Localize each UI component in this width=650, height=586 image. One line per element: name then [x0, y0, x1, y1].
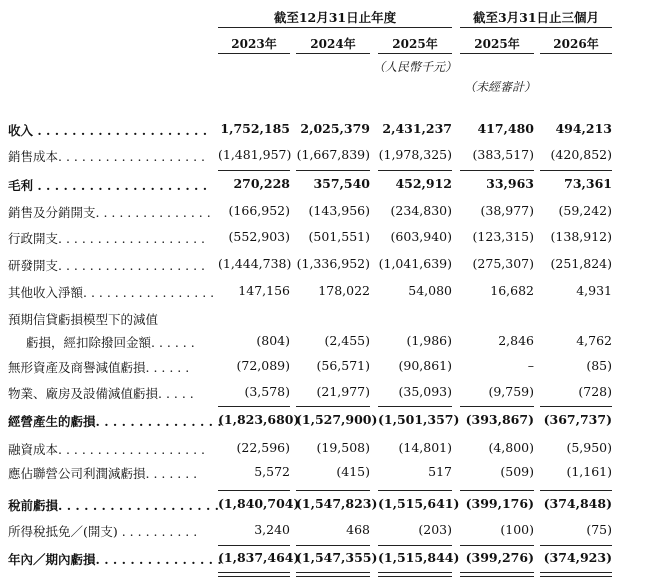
value-q1-2025: 16,682: [490, 283, 534, 298]
row-label: 虧損，經扣除撥回金額. . . . . .: [26, 335, 195, 350]
total-double-line: [460, 572, 534, 577]
header-quarter-2025: 2025年: [474, 37, 520, 51]
value-q1-2025: (4,800): [488, 440, 534, 455]
table-row: [0, 550, 650, 572]
value-2024: (21,977): [316, 384, 370, 399]
value-2023: (22,596): [236, 440, 290, 455]
header-quarter-2026: 2026年: [553, 37, 599, 51]
table-row: [0, 176, 650, 198]
subtotal-line: [378, 406, 452, 407]
row-label: 年內／期內虧損. . . . . . . . . . . . . . .: [8, 552, 222, 567]
total-double-line: [378, 572, 452, 577]
subtotal-line: [460, 490, 534, 491]
value-2024: (2,455): [324, 333, 370, 348]
row-label: 研發開支. . . . . . . . . . . . . . . . . . .: [8, 258, 206, 273]
value-q1-2026: (5,950): [566, 440, 612, 455]
value-2024: (1,336,952): [296, 256, 370, 271]
subtotal-line: [296, 490, 370, 491]
table-row: [0, 333, 650, 355]
value-2023: 270,228: [233, 176, 290, 191]
value-2023: (1,481,957): [218, 147, 292, 162]
value-q1-2026: (728): [578, 384, 612, 399]
header-group-annual-underline: [218, 27, 452, 28]
table-row: [0, 522, 650, 544]
row-label: 銷售成本. . . . . . . . . . . . . . . . . . .: [8, 149, 206, 164]
header-underline: [378, 53, 452, 54]
value-2025: (1,515,844): [378, 550, 460, 565]
header-underline: [218, 53, 290, 54]
table-row: [0, 203, 650, 225]
total-double-line: [218, 572, 290, 577]
value-q1-2026: (420,852): [550, 147, 612, 162]
value-q1-2025: (399,276): [465, 550, 534, 565]
header-year-2023: 2023年: [231, 37, 277, 51]
total-double-line: [296, 572, 370, 577]
table-row: [0, 121, 650, 143]
value-2025: (1,501,357): [378, 412, 460, 427]
value-2025: (1,515,641): [378, 496, 460, 511]
value-2025: 2,431,237: [382, 121, 452, 136]
row-label: 其他收入淨額. . . . . . . . . . . . . . . . .: [8, 285, 215, 300]
value-q1-2026: (138,912): [550, 229, 612, 244]
value-2023: 3,240: [254, 522, 290, 537]
row-label: 收入 . . . . . . . . . . . . . . . . . . . .: [8, 123, 208, 138]
unaudited-note: （未經審計）: [463, 80, 536, 94]
table-row: [0, 147, 650, 169]
subtotal-line: [540, 170, 612, 171]
row-label: 銷售及分銷開支. . . . . . . . . . . . . . .: [8, 205, 211, 220]
row-label: 毛利 . . . . . . . . . . . . . . . . . . . .: [8, 178, 208, 193]
subtotal-line: [378, 545, 452, 546]
table-row: [0, 496, 650, 518]
value-2025: (14,801): [398, 440, 452, 455]
value-2025: (603,940): [390, 229, 452, 244]
value-q1-2025: (100): [500, 522, 534, 537]
value-2025: (1,986): [406, 333, 452, 348]
value-2024: (415): [336, 464, 370, 479]
value-2024: (1,667,839): [296, 147, 370, 162]
value-2024: 178,022: [318, 283, 370, 298]
value-q1-2025: 2,846: [498, 333, 534, 348]
value-q1-2025: (509): [500, 464, 534, 479]
subtotal-line: [460, 545, 534, 546]
value-2024: 468: [346, 522, 370, 537]
row-label: 行政開支. . . . . . . . . . . . . . . . . . .: [8, 231, 206, 246]
row-label: 物業、廠房及設備減值虧損. . . . .: [8, 386, 194, 401]
value-2025: 517: [428, 464, 452, 479]
value-2023: 147,156: [238, 283, 290, 298]
value-2023: (1,444,738): [218, 256, 292, 271]
value-q1-2026: (251,824): [550, 256, 612, 271]
value-2023: (72,089): [236, 358, 290, 373]
value-q1-2026: (374,848): [543, 496, 612, 511]
value-2024: (1,547,355): [296, 550, 378, 565]
subtotal-line: [218, 490, 290, 491]
table-row: [0, 256, 650, 278]
value-2025: (234,830): [390, 203, 452, 218]
value-2023: 1,752,185: [220, 121, 290, 136]
value-2025: (1,041,639): [378, 256, 452, 271]
subtotal-line: [218, 545, 290, 546]
subtotal-line: [540, 545, 612, 546]
value-q1-2025: (123,315): [472, 229, 534, 244]
header-underline: [540, 53, 612, 54]
row-label: 融資成本. . . . . . . . . . . . . . . . . . .: [8, 442, 206, 457]
value-2023: (1,837,464): [218, 550, 300, 565]
subtotal-line: [540, 406, 612, 407]
header-group-annual: 截至12月31日止年度: [273, 10, 397, 25]
header-underline: [296, 53, 370, 54]
value-q1-2026: 4,762: [576, 333, 612, 348]
value-2024: (56,571): [316, 358, 370, 373]
value-2023: (1,823,680): [218, 412, 300, 427]
row-label: 所得稅抵免／(開支) . . . . . . . . . .: [8, 524, 198, 539]
header-underline: [460, 53, 534, 54]
value-2023: (1,840,704): [218, 496, 300, 511]
value-q1-2026: 73,361: [564, 176, 612, 191]
table-row: [0, 412, 650, 434]
table-row: [0, 310, 650, 332]
value-q1-2026: (59,242): [558, 203, 612, 218]
row-label: 預期信貸虧損模型下的減值: [8, 312, 159, 327]
value-q1-2025: (9,759): [488, 384, 534, 399]
value-2025: (90,861): [398, 358, 452, 373]
header-group-quarterly-underline: [460, 27, 612, 28]
table-row: [0, 358, 650, 380]
value-q1-2026: (367,737): [543, 412, 612, 427]
value-2025: (1,978,325): [378, 147, 452, 162]
value-2023: (804): [256, 333, 290, 348]
value-q1-2025: (275,307): [472, 256, 534, 271]
value-2024: (1,527,900): [296, 412, 378, 427]
value-q1-2025: (399,176): [465, 496, 534, 511]
value-2024: (143,956): [308, 203, 370, 218]
header-year-2024: 2024年: [310, 37, 356, 51]
table-row: [0, 384, 650, 406]
unit-note: （人民幣千元）: [372, 60, 457, 74]
table-row: [0, 229, 650, 251]
value-q1-2026: 494,213: [555, 121, 612, 136]
value-2023: (166,952): [228, 203, 290, 218]
subtotal-line: [296, 545, 370, 546]
total-double-line: [540, 572, 612, 577]
value-2025: (203): [418, 522, 452, 537]
value-2024: (501,551): [308, 229, 370, 244]
value-q1-2025: (393,867): [465, 412, 534, 427]
value-2025: 452,912: [395, 176, 452, 191]
value-q1-2026: (374,923): [543, 550, 612, 565]
value-q1-2026: (1,161): [566, 464, 612, 479]
subtotal-line: [460, 170, 534, 171]
value-2025: (35,093): [398, 384, 452, 399]
row-label: 經營產生的虧損. . . . . . . . . . . . . . .: [8, 414, 222, 429]
value-2024: (1,547,823): [296, 496, 378, 511]
subtotal-line: [218, 406, 290, 407]
subtotal-line: [378, 490, 452, 491]
value-q1-2025: 33,963: [486, 176, 534, 191]
value-2025: 54,080: [408, 283, 452, 298]
value-2024: 357,540: [313, 176, 370, 191]
subtotal-line: [296, 406, 370, 407]
value-2023: 5,572: [254, 464, 290, 479]
subtotal-line: [460, 406, 534, 407]
subtotal-line: [378, 170, 452, 171]
row-label: 稅前虧損. . . . . . . . . . . . . . . . . . .: [8, 498, 220, 513]
subtotal-line: [296, 170, 370, 171]
value-q1-2025: –: [527, 358, 534, 373]
value-q1-2025: 417,480: [477, 121, 534, 136]
row-label: 無形資產及商譽減值虧損. . . . . .: [8, 360, 190, 375]
table-row: [0, 283, 650, 305]
value-2023: (552,903): [228, 229, 290, 244]
value-2024: 2,025,379: [300, 121, 370, 136]
subtotal-line: [540, 490, 612, 491]
table-row: [0, 440, 650, 462]
value-q1-2026: (75): [586, 522, 612, 537]
value-q1-2025: (38,977): [480, 203, 534, 218]
value-2024: (19,508): [316, 440, 370, 455]
header-year-2025: 2025年: [392, 37, 438, 51]
table-row: [0, 464, 650, 486]
row-label: 應佔聯營公司利潤減虧損. . . . . . .: [8, 466, 198, 481]
header-group-quarterly: 截至3月31日止三個月: [472, 10, 600, 25]
value-q1-2026: (85): [586, 358, 612, 373]
subtotal-line: [218, 170, 290, 171]
value-2023: (3,578): [244, 384, 290, 399]
value-q1-2026: 4,931: [576, 283, 612, 298]
value-q1-2025: (383,517): [472, 147, 534, 162]
